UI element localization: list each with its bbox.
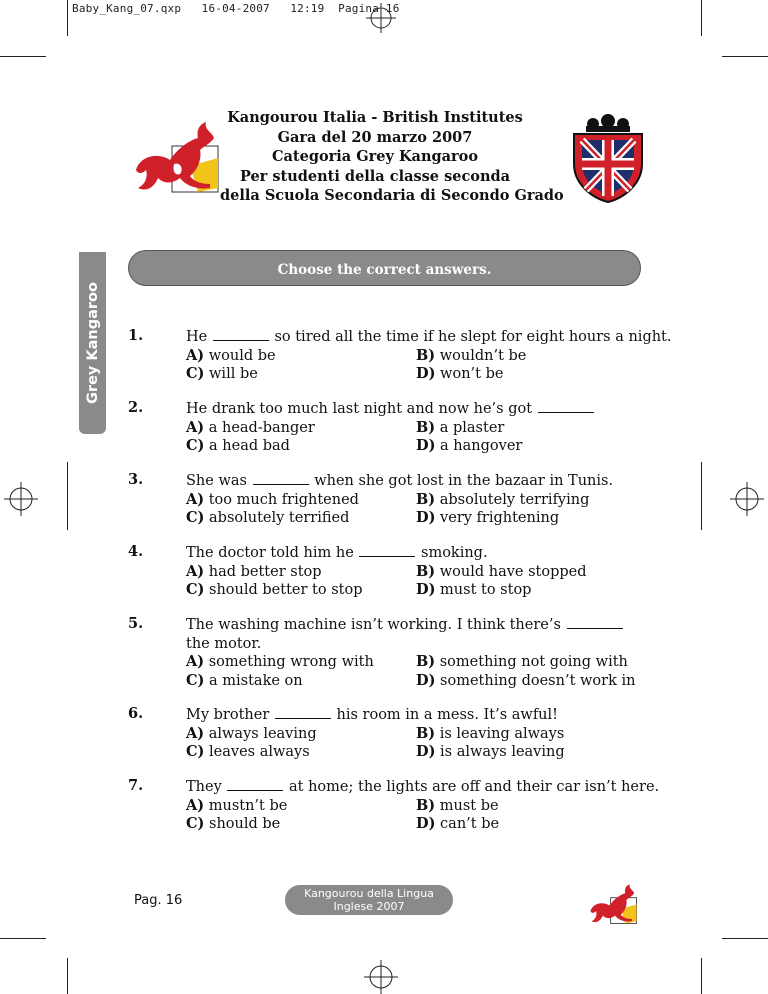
instruction-bar: Choose the correct answers. [128,250,641,286]
option-a: A) had better stop [186,562,322,580]
british-institutes-shield-icon [568,112,648,204]
question-number: 7. [128,777,144,794]
header-line-3: Categoria Grey Kangaroo [271,148,479,165]
option-c: C) will be [186,365,258,382]
registration-mark-left-icon [4,482,38,516]
option-b: B) must be [416,796,499,814]
option-d: D) won’t be [416,365,504,382]
question-number: 5. [128,615,144,632]
print-slug [72,2,400,15]
answer-blank [359,543,415,557]
registration-mark-right-icon [730,482,764,516]
option-a: A) always leaving [186,724,317,742]
footer-badge [285,885,453,915]
question-stem-pre: They [186,779,222,795]
answer-blank [213,327,269,341]
answer-blank [275,705,331,719]
question-stem-pre: He [186,329,208,345]
question-stem-pre: The washing machine isn’t working. I think there’s [186,617,561,633]
option-c: C) should be [186,815,281,832]
question-number: 6. [128,705,144,722]
option-a: A) mustn’t be [186,796,288,814]
option-a: A) too much frightened [186,490,359,508]
option-b: B) absolutely terrifying [416,490,590,508]
option-c: C) a mistake on [186,671,303,689]
option-b: B) wouldn’t be [416,346,527,364]
question-stem-post: when she got lost in the bazaar in Tunis. [314,473,614,489]
option-d: D) very frightening [416,509,560,526]
kangaroo-logo-icon [128,118,228,200]
question-stem-pre: My brother [186,707,270,723]
question-stem-post: smoking. [421,545,488,561]
option-c: C) absolutely terrified [186,509,350,526]
header-line-2: Gara del 20 marzo 2007 [277,128,473,146]
contest-header [220,108,564,206]
question-number: 1. [128,327,144,344]
option-b: B) a plaster [416,418,505,436]
option-a: A) would be [186,346,276,364]
question-stem-pre: The doctor told him he [186,545,354,561]
footer-badge-line-2: Inglese 2007 [333,900,405,913]
header-line-4: Per studenti della classe seconda [239,167,511,185]
option-a: A) something wrong with [186,653,374,670]
answer-blank [567,615,623,629]
header-line-1: Kangourou Italia - British Institutes [227,109,523,126]
question-number: 2. [128,399,144,416]
option-b: B) something not going with [416,653,628,670]
answer-blank [253,471,309,485]
kangaroo-footer-logo-icon [585,882,643,928]
slug-page: Pagina 16 [338,2,400,15]
category-side-label: Grey Kangaroo [84,282,101,404]
question-stem-post: at home; the lights are off and their car isn’t here. [289,779,660,795]
question-stem-post: his room in a mess. It’s awful! [336,707,558,723]
slug-file: Baby_Kang_07.qxp [72,2,182,15]
option-c: C) should better to stop [186,581,363,598]
option-d: D) must to stop [416,581,532,598]
option-d: D) something doesn’t work in [416,671,636,689]
page-number: Pag. 16 [134,893,183,908]
question-stem-pre: She was [186,473,247,489]
option-d: D) a hangover [416,437,523,454]
answer-blank [538,399,594,413]
category-side-tab [79,252,106,434]
slug-date: 16-04-2007 [201,2,270,15]
slug-time: 12:19 [290,2,325,15]
question-stem-post: so tired all the time if he slept for eight hours a night. [274,329,672,345]
option-b: B) would have stopped [416,562,587,580]
option-d: D) is always leaving [416,743,565,760]
header-line-5: della Scuola Secondaria di Secondo Grado [220,187,564,204]
registration-mark-bottom-icon [364,960,398,994]
registration-mark-top-icon [366,3,396,33]
question-stem-pre: He drank too much last night and now he’s got [186,401,533,417]
option-d: D) can’t be [416,815,500,832]
option-c: C) leaves always [186,743,310,760]
question-number: 3. [128,471,144,488]
footer-badge-line-1: Kangourou della Lingua [304,887,434,900]
question-number: 4. [128,543,144,560]
question-stem-line2: the motor. [186,635,262,652]
option-a: A) a head-banger [186,418,315,436]
option-c: C) a head bad [186,437,290,454]
answer-blank [227,777,283,791]
option-b: B) is leaving always [416,724,565,742]
